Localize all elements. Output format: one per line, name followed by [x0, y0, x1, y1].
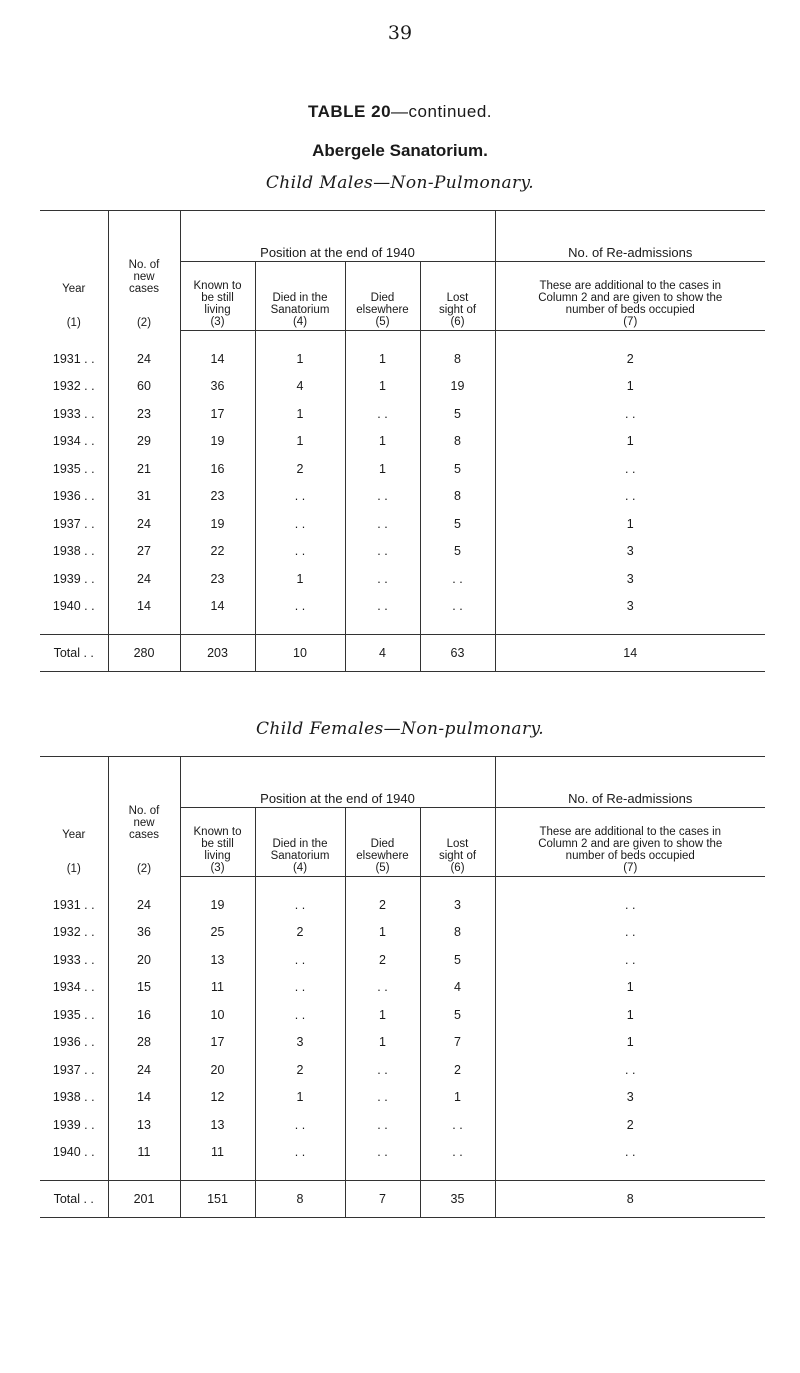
table-cell: 8	[420, 483, 495, 511]
table-cell: 23	[108, 400, 180, 428]
table-cell: 3	[255, 1029, 345, 1057]
header-colnum: (4)	[292, 862, 308, 874]
table-cell: . .	[345, 1139, 420, 1167]
total-cell: 201	[108, 1181, 180, 1218]
table-cell: 19	[180, 510, 255, 538]
table-title-label: TABLE 20	[308, 102, 392, 121]
total-cell: 8	[255, 1181, 345, 1218]
table-cell: 13	[180, 1111, 255, 1139]
table-row	[40, 1029, 765, 1057]
table-cell: 1	[495, 428, 765, 456]
table-cell: 4	[420, 974, 495, 1002]
table-cell: 25	[180, 919, 255, 947]
table-cell: 16	[108, 1001, 180, 1029]
header-lost-sight	[420, 808, 495, 877]
header-known-living-label: Known to be still living	[193, 280, 242, 316]
table-cell: 1	[495, 1001, 765, 1029]
table-cell: 2	[420, 1056, 495, 1084]
table-cell: 2	[255, 455, 345, 483]
header-died-sanatorium	[255, 808, 345, 877]
institution-name: Abergele Sanatorium.	[312, 141, 488, 160]
table-cell: . .	[345, 483, 420, 511]
table-cell: 14	[108, 1084, 180, 1112]
table-cell: . .	[345, 974, 420, 1002]
page-number: 39	[387, 22, 413, 44]
table-cell: 11	[180, 974, 255, 1002]
table-row	[40, 345, 765, 373]
header-died-sanatorium	[255, 262, 345, 331]
header-lost-sight-label: Lost sight of	[438, 838, 477, 862]
total-row	[40, 1181, 765, 1218]
table-cell: 4	[255, 373, 345, 401]
total-label: Total . .	[40, 635, 108, 672]
table-row	[40, 373, 765, 401]
header-known-living-label: Known to be still living	[193, 826, 242, 862]
table-cell: 23	[180, 565, 255, 593]
row-year: 1934 . .	[52, 980, 95, 995]
header-died-sanatorium-label: Died in the Sanatorium	[270, 838, 330, 862]
table-cell: . .	[255, 891, 345, 919]
table-cell: 31	[108, 483, 180, 511]
table-cell: 14	[108, 593, 180, 621]
table-cell: . .	[495, 919, 765, 947]
table-cell: 24	[108, 345, 180, 373]
row-year: 1933 . .	[52, 406, 95, 421]
table-cell: 1	[495, 510, 765, 538]
table-cell: . .	[420, 565, 495, 593]
header-new-cases	[108, 211, 180, 331]
row-year: 1940 . .	[52, 599, 95, 614]
table-cell: 13	[180, 946, 255, 974]
header-year-label: Year	[62, 828, 86, 841]
table-cell: 3	[420, 891, 495, 919]
table-cell: 3	[495, 593, 765, 621]
table-row	[40, 1111, 765, 1139]
table-cell: 22	[180, 538, 255, 566]
table-cell: . .	[255, 946, 345, 974]
table-cell: 19	[180, 428, 255, 456]
table-cell: 17	[180, 1029, 255, 1057]
table-cell: 13	[108, 1111, 180, 1139]
total-cell: 280	[108, 635, 180, 672]
header-year-label: Year	[62, 282, 86, 295]
row-year: 1934 . .	[52, 434, 95, 449]
table-row	[40, 1139, 765, 1167]
table-cell: 12	[180, 1084, 255, 1112]
table-cell: 21	[108, 455, 180, 483]
total-row	[40, 635, 765, 672]
header-new-cases	[108, 757, 180, 877]
table-row	[40, 593, 765, 621]
header-year	[40, 211, 108, 331]
table-row	[40, 1084, 765, 1112]
table-cell: 17	[180, 400, 255, 428]
header-position-group: Position at the end of 1940	[180, 211, 495, 262]
table-cell: 1	[345, 1029, 420, 1057]
females-table	[40, 756, 765, 1218]
table-cell: 28	[108, 1029, 180, 1057]
table-cell: 16	[180, 455, 255, 483]
table-cell: 5	[420, 510, 495, 538]
table-cell: 3	[495, 565, 765, 593]
table-cell: . .	[255, 1111, 345, 1139]
table-cell: . .	[255, 974, 345, 1002]
table-cell: 1	[255, 400, 345, 428]
table-cell: 1	[420, 1084, 495, 1112]
total-cell: 4	[345, 635, 420, 672]
table-cell: 1	[345, 345, 420, 373]
total-cell: 203	[180, 635, 255, 672]
table-title	[0, 102, 800, 122]
header-colnum: (5)	[375, 862, 390, 874]
row-year: 1938 . .	[52, 544, 95, 559]
row-year: 1931 . .	[52, 351, 95, 366]
table-cell: 5	[420, 455, 495, 483]
table-cell: 20	[180, 1056, 255, 1084]
header-colnum: (6)	[450, 862, 465, 874]
header-lost-sight-label: Lost sight of	[438, 292, 477, 316]
table-cell: . .	[345, 400, 420, 428]
table-cell: 19	[180, 891, 255, 919]
table-cell: 11	[108, 1139, 180, 1167]
header-colnum: (7)	[623, 316, 638, 328]
header-readmissions	[495, 262, 765, 331]
table-cell: 11	[180, 1139, 255, 1167]
table-cell: . .	[345, 510, 420, 538]
total-cell: 63	[420, 635, 495, 672]
table-cell: 1	[495, 1029, 765, 1057]
header-known-living	[180, 262, 255, 331]
table-cell: 24	[108, 510, 180, 538]
table-cell: 1	[255, 565, 345, 593]
table-cell: 8	[420, 919, 495, 947]
row-year: 1931 . .	[52, 897, 95, 912]
table-cell: 2	[255, 1056, 345, 1084]
table-row	[40, 1001, 765, 1029]
row-year: 1937 . .	[52, 1062, 95, 1077]
total-cell: 8	[495, 1181, 765, 1218]
row-year: 1933 . .	[52, 952, 95, 967]
table-cell: 2	[495, 345, 765, 373]
table-row	[40, 946, 765, 974]
row-year: 1940 . .	[52, 1145, 95, 1160]
total-label: Total . .	[40, 1181, 108, 1218]
table-row	[40, 974, 765, 1002]
header-readmissions-group: No. of Re-admissions	[495, 211, 765, 262]
table-cell: 5	[420, 400, 495, 428]
table-cell: 1	[345, 428, 420, 456]
table-row	[40, 891, 765, 919]
table-cell: . .	[495, 946, 765, 974]
table-cell: 15	[108, 974, 180, 1002]
table-cell: . .	[495, 1139, 765, 1167]
row-year: 1937 . .	[52, 516, 95, 531]
header-position-group: Position at the end of 1940	[180, 757, 495, 808]
header-colnum: (5)	[375, 316, 390, 328]
header-colnum: (3)	[210, 316, 225, 328]
table-cell: . .	[255, 510, 345, 538]
table-cell: . .	[255, 483, 345, 511]
table-cell: . .	[255, 1139, 345, 1167]
table-cell: 8	[420, 345, 495, 373]
table-cell: 14	[180, 593, 255, 621]
row-year: 1932 . .	[52, 925, 95, 940]
table-cell: 14	[180, 345, 255, 373]
table-row	[40, 538, 765, 566]
table-cell: 1	[255, 345, 345, 373]
table-cell: 2	[345, 946, 420, 974]
table-cell: 24	[108, 891, 180, 919]
header-colnum: (2)	[136, 862, 152, 875]
table-cell: . .	[495, 891, 765, 919]
table-cell: . .	[495, 483, 765, 511]
table-cell: 5	[420, 538, 495, 566]
header-died-elsewhere	[345, 808, 420, 877]
header-known-living	[180, 808, 255, 877]
table-cell: 60	[108, 373, 180, 401]
total-cell: 14	[495, 635, 765, 672]
row-year: 1935 . .	[52, 1007, 95, 1022]
table-cell: . .	[420, 593, 495, 621]
table-cell: 1	[345, 373, 420, 401]
table-cell: 1	[255, 1084, 345, 1112]
table-cell: . .	[495, 455, 765, 483]
header-readmissions-group: No. of Re-admissions	[495, 757, 765, 808]
table-title-suffix: —continued.	[391, 102, 492, 121]
males-table	[40, 210, 765, 672]
table-cell: 10	[180, 1001, 255, 1029]
table-cell: 1	[255, 428, 345, 456]
row-year: 1939 . .	[52, 571, 95, 586]
table-cell: 3	[495, 538, 765, 566]
table-row	[40, 510, 765, 538]
table-cell: . .	[345, 1111, 420, 1139]
header-colnum: (1)	[66, 862, 81, 875]
section-heading-males: Child Males—Non-Pulmonary.	[265, 173, 535, 193]
header-readmissions-label: These are additional to the cases in Column 2 and are given to show the number of beds occupied	[538, 826, 723, 862]
table-cell: 19	[420, 373, 495, 401]
table-cell: . .	[420, 1139, 495, 1167]
table-row	[40, 483, 765, 511]
header-colnum: (3)	[210, 862, 225, 874]
table-cell: 36	[108, 919, 180, 947]
total-cell: 7	[345, 1181, 420, 1218]
row-year: 1936 . .	[52, 1035, 95, 1050]
header-lost-sight	[420, 262, 495, 331]
table-row	[40, 919, 765, 947]
header-new-cases-label: No. of new cases	[128, 804, 160, 841]
table-cell: 20	[108, 946, 180, 974]
header-readmissions	[495, 808, 765, 877]
table-cell: . .	[420, 1111, 495, 1139]
section-heading-females: Child Females—Non-pulmonary.	[255, 719, 545, 739]
table-cell: 1	[345, 919, 420, 947]
table-cell: 1	[345, 455, 420, 483]
table-cell: . .	[255, 1001, 345, 1029]
table-cell: 36	[180, 373, 255, 401]
table-row	[40, 565, 765, 593]
table-cell: 29	[108, 428, 180, 456]
table-cell: 27	[108, 538, 180, 566]
table-cell: 3	[495, 1084, 765, 1112]
table-cell: . .	[255, 593, 345, 621]
table-row	[40, 428, 765, 456]
table-cell: 7	[420, 1029, 495, 1057]
header-colnum: (2)	[136, 316, 152, 329]
header-readmissions-label: These are additional to the cases in Column 2 and are given to show the number of beds occupied	[538, 280, 723, 316]
header-colnum: (7)	[623, 862, 638, 874]
table-cell: 2	[255, 919, 345, 947]
table-cell: . .	[345, 1056, 420, 1084]
row-year: 1938 . .	[52, 1090, 95, 1105]
header-died-elsewhere-label: Died elsewhere	[356, 838, 409, 862]
table-row	[40, 400, 765, 428]
total-cell: 35	[420, 1181, 495, 1218]
table-cell: . .	[495, 400, 765, 428]
header-colnum: (6)	[450, 316, 465, 328]
row-year: 1932 . .	[52, 379, 95, 394]
total-cell: 10	[255, 635, 345, 672]
table-cell: 1	[495, 974, 765, 1002]
table-cell: 2	[345, 891, 420, 919]
table-cell: 5	[420, 1001, 495, 1029]
header-year	[40, 757, 108, 877]
table-cell: 23	[180, 483, 255, 511]
table-cell: . .	[345, 565, 420, 593]
table-cell: 1	[495, 373, 765, 401]
table-cell: . .	[495, 1056, 765, 1084]
table-cell: 1	[345, 1001, 420, 1029]
table-cell: 8	[420, 428, 495, 456]
header-colnum: (1)	[66, 316, 81, 329]
table-cell: 5	[420, 946, 495, 974]
table-cell: . .	[345, 593, 420, 621]
header-new-cases-label: No. of new cases	[128, 258, 160, 295]
total-cell: 151	[180, 1181, 255, 1218]
table-cell: 24	[108, 565, 180, 593]
header-died-sanatorium-label: Died in the Sanatorium	[270, 292, 330, 316]
table-row	[40, 1056, 765, 1084]
header-colnum: (4)	[292, 316, 308, 328]
header-died-elsewhere-label: Died elsewhere	[356, 292, 409, 316]
table-cell: . .	[345, 1084, 420, 1112]
table-row	[40, 455, 765, 483]
row-year: 1936 . .	[52, 489, 95, 504]
row-year: 1939 . .	[52, 1117, 95, 1132]
header-died-elsewhere	[345, 262, 420, 331]
table-cell: 24	[108, 1056, 180, 1084]
row-year: 1935 . .	[52, 461, 95, 476]
table-cell: 2	[495, 1111, 765, 1139]
table-cell: . .	[345, 538, 420, 566]
table-cell: . .	[255, 538, 345, 566]
